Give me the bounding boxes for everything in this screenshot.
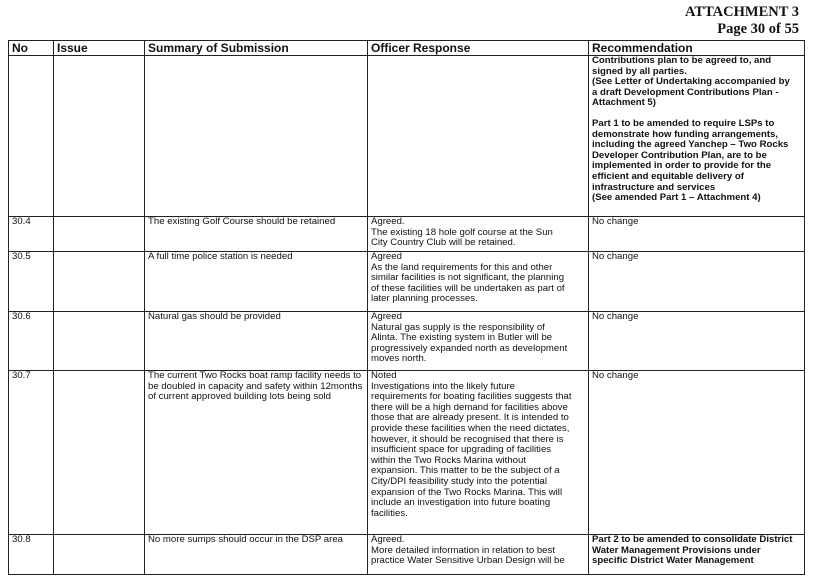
officer-line: requirements for boating facilities suggests that <box>371 391 572 403</box>
recommendation-line: Attachment 5) <box>592 97 656 109</box>
officer-line: Alinta. The existing system in Butler will be <box>371 332 553 344</box>
recommendation-line: efficient and equitable delivery of <box>592 170 744 182</box>
recommendation-line: Part 2 to be amended to consolidate District <box>592 534 793 545</box>
cell-no <box>9 56 54 217</box>
recommendation-line: No change <box>592 251 639 262</box>
officer-line: provide these facilities when the need dictates, <box>371 422 570 434</box>
cell-summary <box>145 56 368 217</box>
officer-line: As the land requirements for this and other <box>371 261 553 273</box>
officer-line: City/DPI feasibility study into the potential <box>371 475 547 487</box>
col-officer: Officer Response <box>368 41 589 56</box>
cell-no: 30.8 <box>9 535 54 575</box>
cell-issue <box>54 56 145 217</box>
officer-line: similar facilities is not significant, the planning <box>371 272 565 284</box>
col-summary: Summary of Submission <box>145 41 368 56</box>
recommendation-line: including the agreed Yanchep – Two Rocks <box>592 139 789 151</box>
cell-no: 30.4 <box>9 217 54 252</box>
recommendation-line: implemented in order to provide for the <box>592 160 772 172</box>
page-number: Page 30 of 55 <box>717 21 799 37</box>
recommendation-line: signed by all parties. <box>592 65 687 77</box>
cell-officer <box>368 312 589 371</box>
cell-recommendation <box>589 535 805 575</box>
officer-line: expansion of the Two Rocks Marina. This will <box>371 486 563 498</box>
cell-issue <box>54 252 145 312</box>
cell-recommendation <box>589 312 805 371</box>
cell-issue <box>54 312 145 371</box>
cell-recommendation <box>589 252 805 312</box>
officer-line: Agreed. <box>371 216 405 227</box>
officer-line: insufficient space for upgrading of facilities <box>371 444 552 456</box>
recommendation-line: Contributions plan to be agreed to, and <box>592 55 772 66</box>
officer-line: later planning processes. <box>371 293 478 305</box>
submissions-table <box>8 40 805 575</box>
officer-line: expansion. This matter to be the subject of a <box>371 465 560 477</box>
cell-summary: The existing Golf Course should be retained <box>145 217 368 252</box>
officer-line: More detailed information in relation to best <box>371 544 555 556</box>
attachment-label: ATTACHMENT 3 <box>685 4 799 20</box>
cell-issue <box>54 371 145 535</box>
cell-officer <box>368 371 589 535</box>
cell-issue <box>54 535 145 575</box>
table-row <box>9 252 805 312</box>
col-no: No <box>9 41 54 56</box>
officer-line: Agreed. <box>371 534 405 545</box>
cell-recommendation <box>589 56 805 217</box>
recommendation-line: No change <box>592 311 639 322</box>
officer-line: facilities. <box>371 507 408 519</box>
col-recommendation: Recommendation <box>589 41 805 56</box>
attachment-header <box>685 4 799 38</box>
cell-no: 30.7 <box>9 371 54 535</box>
table-header-row <box>9 41 805 56</box>
cell-officer <box>368 56 589 217</box>
recommendation-line: (See amended Part 1 – Attachment 4) <box>592 192 761 204</box>
recommendation-line: specific District Water Management <box>592 555 754 567</box>
cell-summary: A full time police station is needed <box>145 252 368 312</box>
table-row <box>9 217 805 252</box>
officer-line: City Country Club will be retained. <box>371 237 516 249</box>
recommendation-line: Water Management Provisions under <box>592 544 761 556</box>
table-row <box>9 371 805 535</box>
officer-line: there will be a high demand for facilities above <box>371 401 568 413</box>
cell-officer <box>368 535 589 575</box>
officer-line: moves north. <box>371 353 427 365</box>
officer-line: those that are already present. It is intended to <box>371 412 569 424</box>
recommendation-line: Part 1 to be amended to require LSPs to <box>592 117 775 129</box>
col-issue: Issue <box>54 41 145 56</box>
officer-line: however, it should be recognised that there is <box>371 433 564 445</box>
cell-summary: Natural gas should be provided <box>145 312 368 371</box>
cell-officer <box>368 217 589 252</box>
officer-line: Investigations into the likely future <box>371 380 515 392</box>
recommendation-line: No change <box>592 216 639 227</box>
officer-line: The existing 18 hole golf course at the Sun <box>371 226 553 238</box>
cell-issue <box>54 217 145 252</box>
recommendation-line: No change <box>592 370 639 381</box>
officer-line: practice Water Sensitive Urban Design will be <box>371 555 565 567</box>
recommendation-line: (See Letter of Undertaking accompanied by <box>592 76 790 88</box>
cell-no: 30.6 <box>9 312 54 371</box>
officer-line: include an investigation into future boating <box>371 497 551 509</box>
officer-line: of these facilities will be undertaken as part of <box>371 282 565 294</box>
officer-line: Agreed <box>371 311 402 322</box>
cell-summary: No more sumps should occur in the DSP area <box>145 535 368 575</box>
table-row <box>9 535 805 575</box>
recommendation-line: demonstrate how funding arrangements, <box>592 128 779 140</box>
table-row <box>9 312 805 371</box>
cell-recommendation <box>589 371 805 535</box>
table-row <box>9 56 805 217</box>
cell-recommendation <box>589 217 805 252</box>
recommendation-line: a draft Development Contributions Plan - <box>592 86 779 98</box>
officer-line: progressively expanded north as development <box>371 342 568 354</box>
officer-line: within the Two Rocks Marina without <box>371 454 526 466</box>
officer-line: Noted <box>371 370 397 381</box>
cell-officer <box>368 252 589 312</box>
cell-summary: The current Two Rocks boat ramp facility needs to be doubled in capacity and safety within 12months of current approved building lots being sold <box>145 371 368 535</box>
officer-line: Agreed <box>371 251 402 262</box>
recommendation-line: infrastructure and services <box>592 181 716 193</box>
recommendation-line: Developer Contribution Plan, are to be <box>592 149 767 161</box>
cell-no: 30.5 <box>9 252 54 312</box>
officer-line: Natural gas supply is the responsibility of <box>371 321 545 333</box>
